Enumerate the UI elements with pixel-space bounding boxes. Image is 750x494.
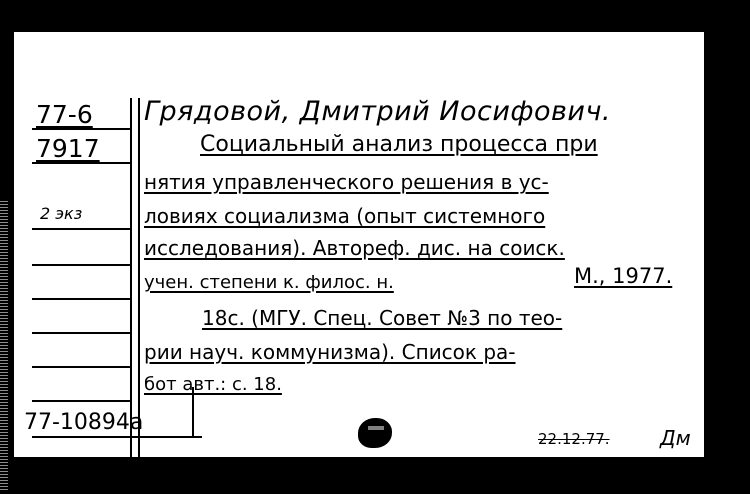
catalog-card xyxy=(14,32,704,457)
title-line-3: ловиях социализма (опыт системного xyxy=(144,204,546,228)
column-divider xyxy=(130,98,132,457)
ink-blot xyxy=(358,418,392,448)
rule xyxy=(32,400,130,402)
title-line-7: рии науч. коммунизма). Список ра- xyxy=(144,340,516,364)
title-line-1: Социальный анализ процесса при xyxy=(200,132,598,157)
rule xyxy=(32,436,202,438)
title-line-5: учен. степени к. филос. н. xyxy=(144,272,394,293)
initials: Дм xyxy=(660,426,691,450)
rule xyxy=(32,332,130,334)
rule xyxy=(32,366,130,368)
author-heading: Грядовой, Дмитрий Иосифович. xyxy=(144,96,612,127)
card-number: 7917 xyxy=(36,134,100,163)
title-line-4: исследования). Автореф. дис. на соиск. xyxy=(144,236,565,260)
date-stamp: 22.12.77. xyxy=(538,430,610,448)
title-line-8: бот авт.: с. 18. xyxy=(144,374,282,395)
column-divider-inner xyxy=(138,98,140,457)
scan-edge-strip xyxy=(0,200,8,490)
title-line-6: 18с. (МГУ. Спец. Совет №3 по тео- xyxy=(202,306,563,330)
rule xyxy=(32,264,130,266)
rule xyxy=(32,228,130,230)
rule xyxy=(32,298,130,300)
place-year: М., 1977. xyxy=(574,264,673,288)
title-line-2: нятия управленческого решения в ус- xyxy=(144,170,549,194)
bottom-number: 77-10894а xyxy=(24,410,144,435)
copies-note: 2 экз xyxy=(40,204,83,223)
shelf-mark: 77-6 xyxy=(36,100,93,129)
